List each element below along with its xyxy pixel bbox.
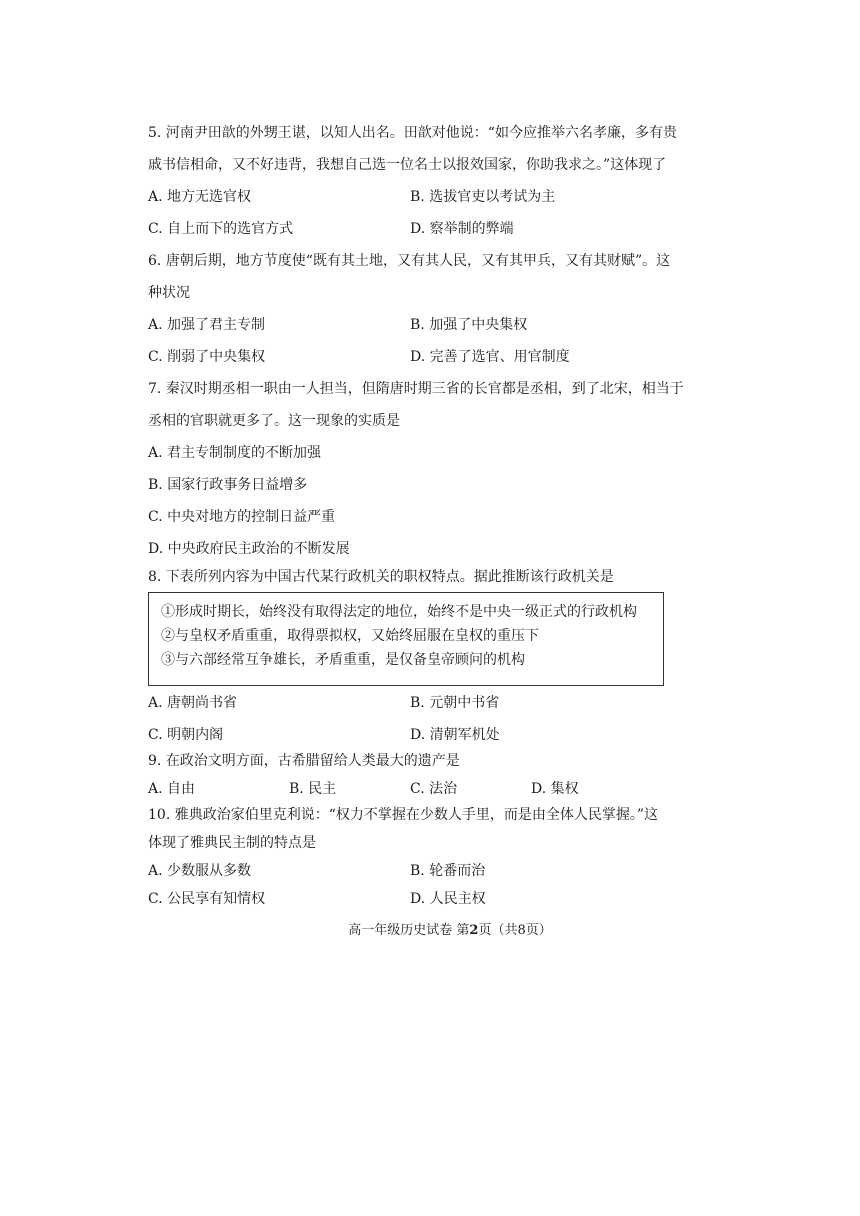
q9-option-a: A. 自由	[148, 781, 196, 797]
q6-option-d: D. 完善了选官、用官制度	[410, 349, 570, 365]
q10-option-a: A. 少数服从多数	[148, 863, 252, 879]
q6-stem-line1: 6. 唐朝后期，地方节度使“既有其土地，又有其人民，又有其甲兵，又有其财赋”。这	[148, 253, 671, 269]
q9-stem-line1: 9. 在政治文明方面，古希腊留给人类最大的遗产是	[148, 753, 460, 769]
q8-option-a: A. 唐朝尚书省	[148, 695, 238, 711]
q7-stem-line1: 7. 秦汉时期丞相一职由一人担当，但隋唐时期三省的长官都是丞相，到了北宋，相当于	[148, 381, 684, 397]
q6-option-b: B. 加强了中央集权	[410, 317, 528, 333]
footer-prefix: 高一年级历史试卷 第	[348, 923, 470, 938]
q8-table-row: ③与六部经常互争雄长，矛盾重重，是仅备皇帝顾问的机构	[161, 652, 525, 668]
q7-stem-line2: 丞相的官职就更多了。这一现象的实质是	[148, 413, 400, 429]
q8-option-c: C. 明朝内阁	[148, 727, 224, 743]
q7-option-b: B. 国家行政事务日益增多	[148, 477, 308, 493]
q8-option-d: D. 清朝军机处	[410, 727, 500, 743]
q8-option-b: B. 元朝中书省	[410, 695, 500, 711]
q5-option-a: A. 地方无选官权	[148, 189, 252, 205]
q5-stem-line2: 戚书信相命，又不好违背，我想自己选一位名士以报效国家，你助我求之。”这体现了	[148, 157, 667, 173]
q10-stem-line2: 体现了雅典民主制的特点是	[148, 835, 316, 851]
q10-option-d: D. 人民主权	[410, 891, 486, 907]
q10-option-c: C. 公民享有知情权	[148, 891, 266, 907]
q7-option-d: D. 中央政府民主政治的不断发展	[148, 541, 350, 557]
q10-stem-line1: 10. 雅典政治家伯里克利说：“权力不掌握在少数人手里，而是由全体人民掌握。”这	[148, 807, 659, 823]
page-footer	[0, 922, 860, 940]
q7-option-c: C. 中央对地方的控制日益严重	[148, 509, 336, 525]
footer-mid: 页（共	[478, 923, 518, 938]
q6-option-c: C. 削弱了中央集权	[148, 349, 266, 365]
footer-page-number: 2	[469, 923, 479, 938]
q5-option-b: B. 选拔官吏以考试为主	[410, 189, 556, 205]
q8-table-row: ①形成时期长，始终没有取得法定的地位，始终不是中央一级正式的行政机构	[161, 604, 637, 620]
q9-option-d: D. 集权	[531, 781, 579, 797]
q5-option-d: D. 察举制的弊端	[410, 221, 514, 237]
q10-option-b: B. 轮番而治	[410, 863, 486, 879]
q8-table-box	[148, 592, 664, 686]
q6-stem-line2: 种状况	[148, 285, 190, 301]
q9-option-c: C. 法治	[410, 781, 458, 797]
q8-table-row: ②与皇权矛盾重重，取得票拟权，又始终屈服在皇权的重压下	[161, 628, 539, 644]
q5-stem-line1: 5. 河南尹田歆的外甥王谌，以知人出名。田歆对他说：“如今应推举六名孝廉，多有贵	[148, 125, 677, 141]
q8-stem-line1: 8. 下表所列内容为中国古代某行政机关的职权特点。据此推断该行政机关是	[148, 569, 614, 585]
q6-option-a: A. 加强了君主专制	[148, 317, 266, 333]
footer-total-pages: 8	[517, 923, 526, 938]
q7-option-a: A. 君主专制制度的不断加强	[148, 445, 322, 461]
footer-suffix: 页）	[525, 923, 552, 938]
q5-option-c: C. 自上而下的选官方式	[148, 221, 294, 237]
q9-option-b: B. 民主	[289, 781, 337, 797]
